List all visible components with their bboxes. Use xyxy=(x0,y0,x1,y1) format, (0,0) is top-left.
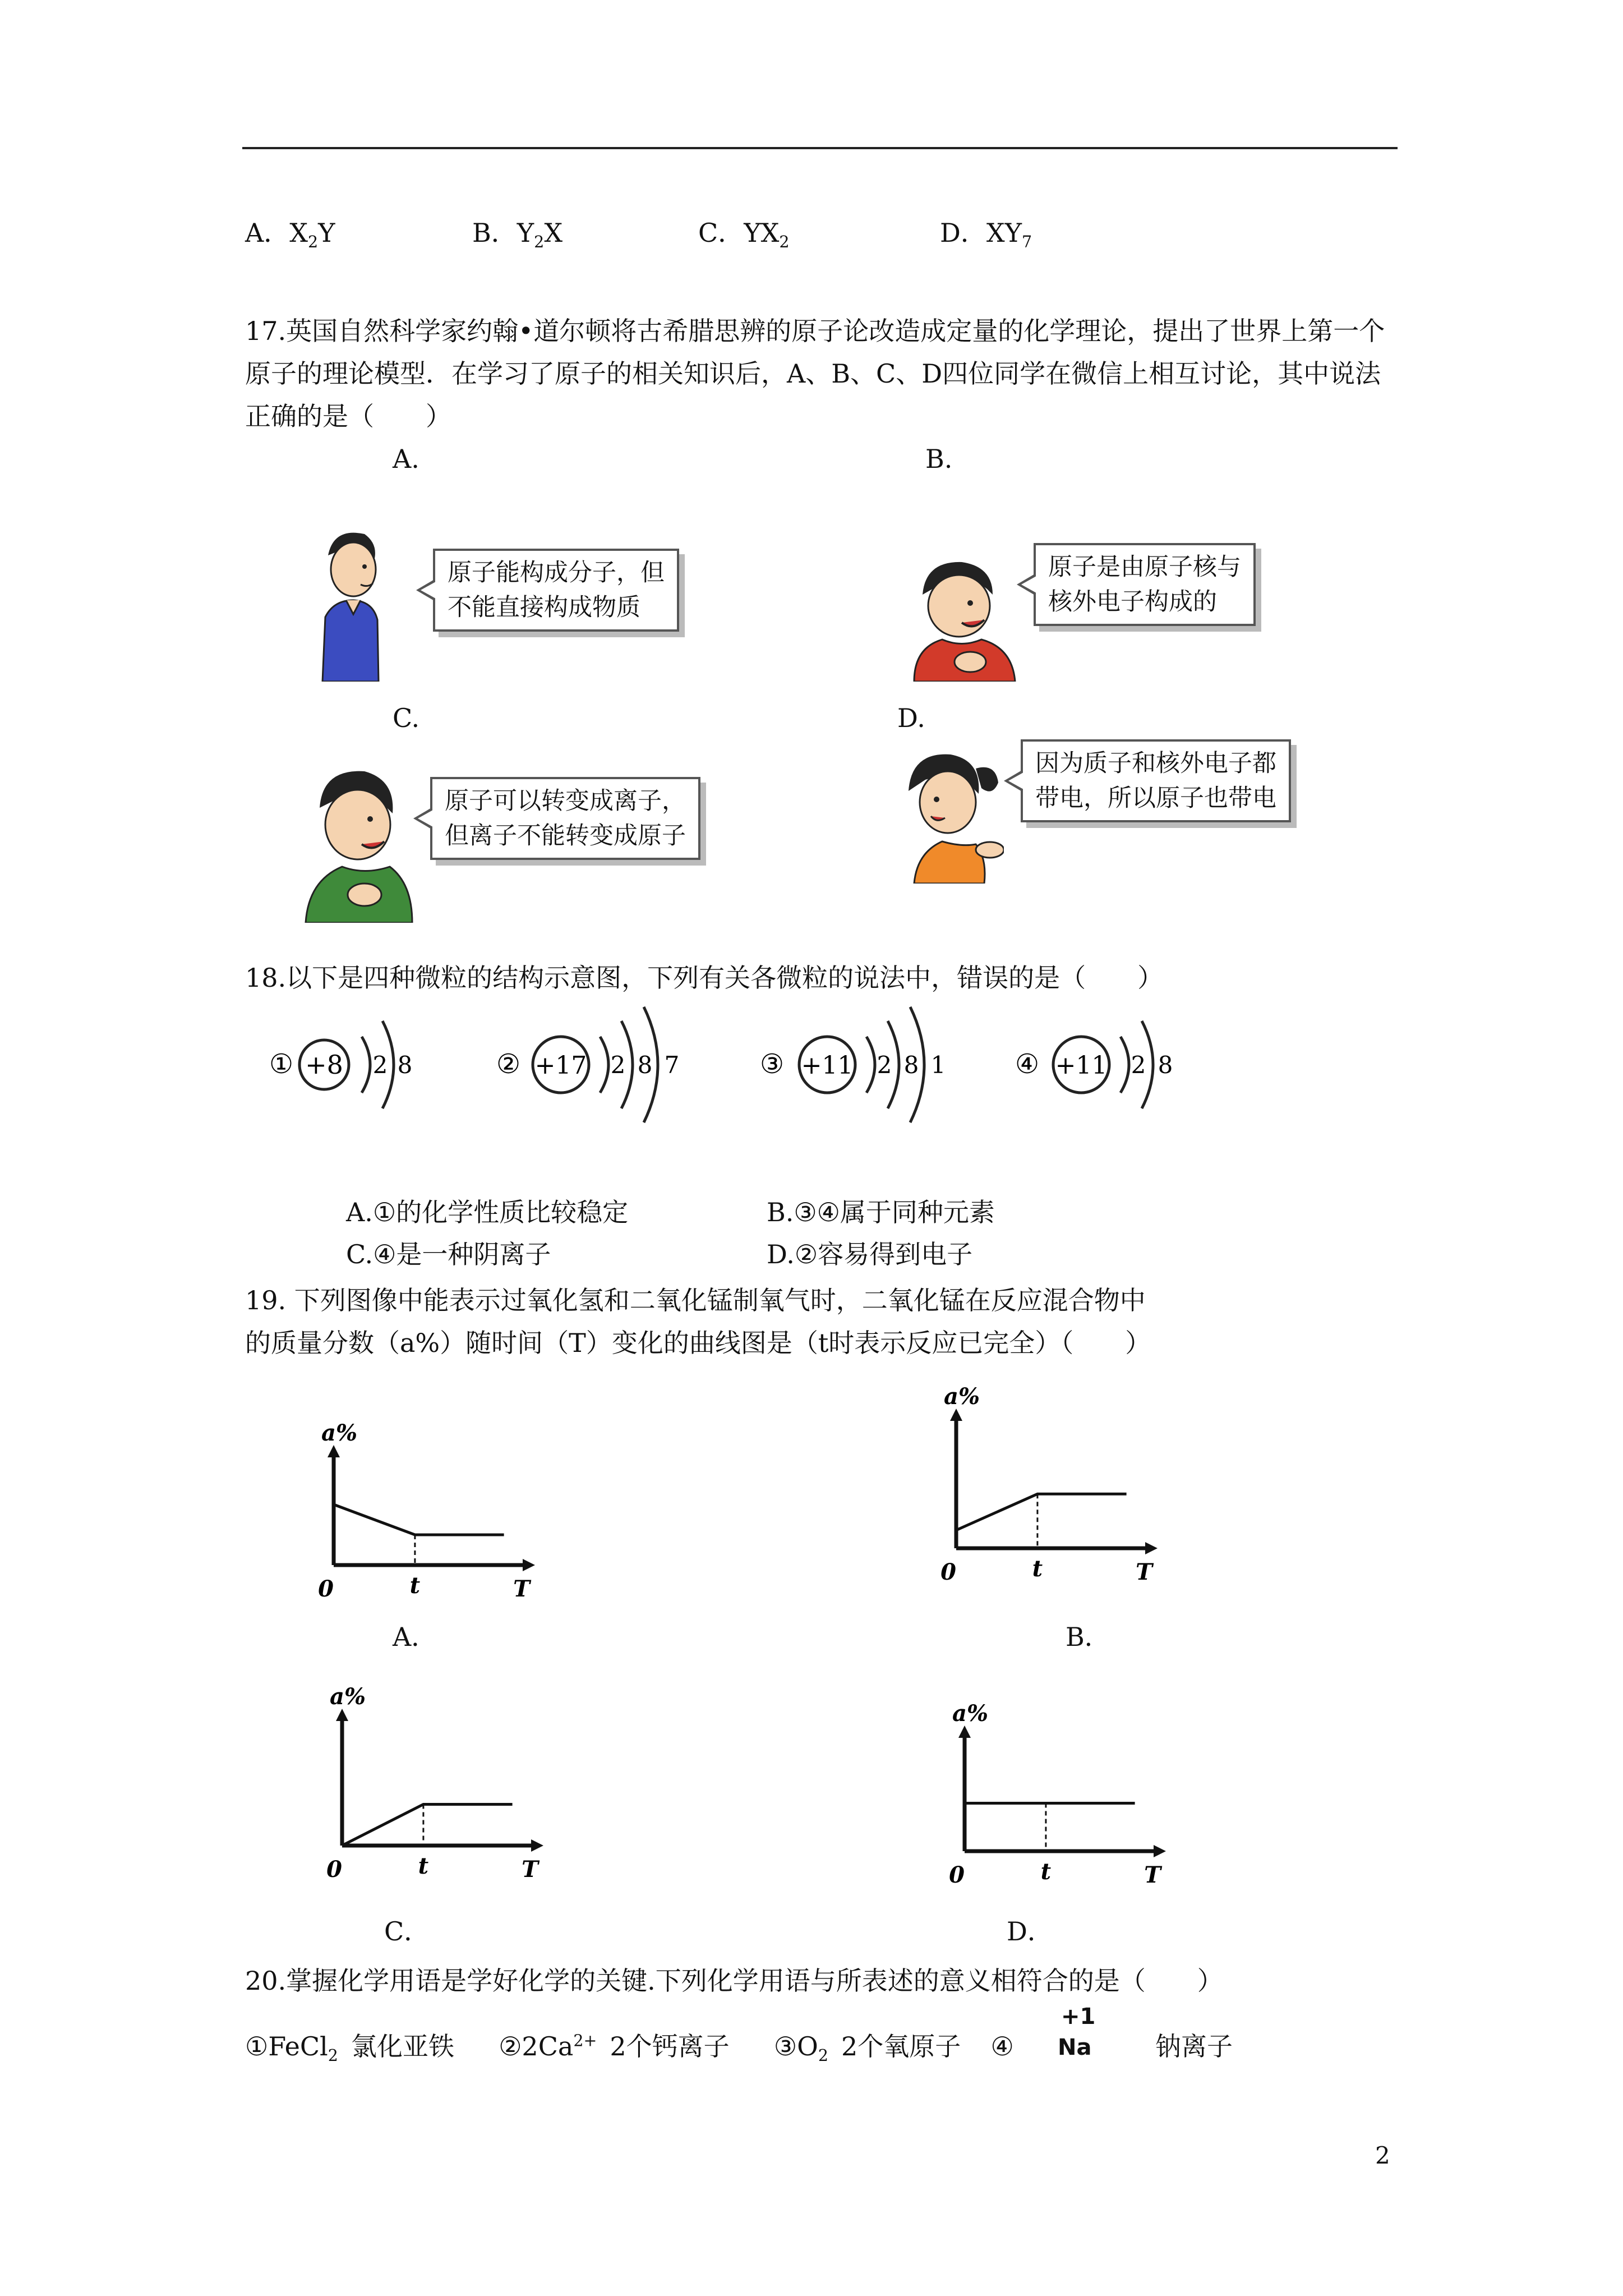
student-c-figure xyxy=(297,760,415,923)
graph-d-label[interactable]: D． xyxy=(1007,1916,1053,1947)
t-label: t xyxy=(1032,1556,1043,1582)
y-axis-arrow xyxy=(328,1445,340,1457)
q17-option-d-label[interactable]: D. xyxy=(897,703,925,733)
header-rule xyxy=(242,147,1398,149)
particle-3-number: ③ xyxy=(760,1048,785,1080)
student-a-figure xyxy=(311,522,390,682)
graph-b xyxy=(925,1377,1161,1593)
x-axis-label: T xyxy=(522,1856,538,1883)
y-axis-label: a% xyxy=(321,1420,357,1446)
origin-label: 0 xyxy=(318,1576,334,1602)
speech-bubble-b: 原子是由原子核与 核外电子构成的 xyxy=(1034,543,1256,626)
x-axis-label: T xyxy=(1136,1559,1152,1585)
q17-option-b-label[interactable]: B. xyxy=(925,444,953,474)
particle-1-shell-2: 8 xyxy=(397,1051,413,1079)
particle-4-number: ④ xyxy=(1015,1048,1040,1080)
q20-item-3: $③O_2$ 2个氧原子 xyxy=(773,2031,961,2065)
q16-option-a[interactable]: A．$X_2Y$ xyxy=(245,218,335,252)
y-axis-label: a% xyxy=(944,1383,980,1410)
q20-item-4-symbol: Na xyxy=(1058,2035,1092,2060)
particle-3-shell-3: 1 xyxy=(930,1051,946,1079)
q17-option-c-label[interactable]: C. xyxy=(393,703,420,733)
q16-option-c[interactable]: C．$YX_2$ xyxy=(698,218,790,252)
x-axis-arrow xyxy=(1145,1542,1158,1554)
particle-3-nucleus: +11 xyxy=(801,1051,854,1080)
q20-items xyxy=(245,2031,1014,2065)
particle-2-number: ② xyxy=(496,1048,521,1080)
q17-option-a-label[interactable]: A. xyxy=(393,444,419,474)
x-axis-arrow xyxy=(523,1559,535,1571)
t-label: t xyxy=(418,1853,429,1879)
student-b-figure xyxy=(909,550,1021,682)
speech-bubble-d: 因为质子和核外电子都 带电，所以原子也带电 xyxy=(1021,739,1291,822)
y-axis-arrow xyxy=(958,1726,971,1738)
graph-b-label[interactable]: B． xyxy=(1066,1622,1110,1652)
particle-1-number: ① xyxy=(269,1048,294,1080)
q18-option-a[interactable]: A.①的化学性质比较稳定 xyxy=(346,1197,629,1227)
atomic-structure-diagrams xyxy=(258,1004,1239,1144)
q17-stem: 17.英国自然科学家约翰•道尔顿将古希腊思辨的原子论改造成定量的化学理论，提出了世界上第一个原子的理论模型．在学习了原子的相关知识后，A、B、C、D四位同学在微信上相互讨论，其中说法正确的是（ ） xyxy=(245,316,1385,431)
page-number: 2 xyxy=(1375,2142,1390,2169)
origin-label: 0 xyxy=(949,1862,965,1888)
origin-label: 0 xyxy=(940,1559,956,1585)
particle-3 xyxy=(760,1007,946,1122)
y-axis-arrow xyxy=(950,1409,962,1421)
q19-stem-line2: 的质量分数（a%）随时间（T）变化的曲线图是（t时表示反应已完全）（ ） xyxy=(245,1328,1151,1358)
t-label: t xyxy=(1040,1858,1052,1885)
speech-bubble-c: 原子可以转变成离子， 但离子不能转变成原子 xyxy=(430,777,700,860)
q16-option-d[interactable]: D．$XY_7$ xyxy=(940,218,1032,252)
q20-item-1: ①FeCl$_2$ 氯化亚铁 xyxy=(245,2031,454,2065)
data-curve xyxy=(334,1504,504,1535)
speech-bubble-a: 原子能构成分子，但 不能直接构成物质 xyxy=(433,549,679,632)
particle-3-shell-1: 2 xyxy=(877,1051,892,1079)
q18-option-c[interactable]: C.④是一种阴离子 xyxy=(346,1239,551,1269)
q20-item-4-valence: +1 xyxy=(1061,2004,1096,2030)
particle-1-shell-1: 2 xyxy=(372,1051,388,1079)
particle-2-shell-2: 8 xyxy=(637,1051,653,1079)
particle-1-nucleus: +8 xyxy=(305,1050,343,1080)
q20-item-4-desc: 钠离子 xyxy=(1155,2031,1233,2062)
particle-4 xyxy=(1015,1021,1173,1108)
y-axis-label: a% xyxy=(330,1683,366,1710)
q20-item-2: $②2Ca^{2+}$ 2个钙离子 xyxy=(499,2031,730,2062)
data-curve xyxy=(956,1494,1127,1530)
particle-4-shell-1: 2 xyxy=(1131,1051,1146,1079)
q20-item-4-prefix: ④ xyxy=(990,2031,1014,2062)
origin-label: 0 xyxy=(326,1856,342,1883)
data-curve xyxy=(342,1805,513,1846)
particle-2-shell-1: 2 xyxy=(610,1051,626,1079)
particle-1 xyxy=(269,1021,412,1108)
graph-d xyxy=(934,1694,1169,1896)
graph-a-label[interactable]: A． xyxy=(393,1622,437,1652)
particle-2-shell-3: 7 xyxy=(664,1051,680,1079)
t-label: t xyxy=(409,1572,421,1599)
graph-c xyxy=(311,1677,547,1890)
x-axis-arrow xyxy=(1154,1845,1166,1857)
q16-option-b[interactable]: B．$Y_2X$ xyxy=(472,218,563,252)
q19-stem-line1: 19. 下列图像中能表示过氧化氢和二氧化锰制氧气时，二氧化锰在反应混合物中 xyxy=(245,1285,1146,1315)
particle-2 xyxy=(496,1007,679,1122)
q18-option-b[interactable]: B.③④属于同种元素 xyxy=(767,1197,995,1227)
q18-option-d[interactable]: D.②容易得到电子 xyxy=(767,1239,973,1269)
x-axis-label: T xyxy=(1144,1862,1161,1888)
graph-c-label[interactable]: C． xyxy=(384,1916,430,1947)
q20-stem: 20.掌握化学用语是学好化学的关键.下列化学用语与所表述的意义相符合的是（ ） xyxy=(245,1966,1223,1996)
x-axis-label: T xyxy=(513,1576,530,1602)
graph-a xyxy=(303,1414,538,1610)
student-d-figure xyxy=(892,746,1004,884)
particle-2-nucleus: +17 xyxy=(534,1051,587,1080)
particle-4-shell-2: 8 xyxy=(1158,1051,1173,1079)
x-axis-arrow xyxy=(531,1839,543,1852)
particle-3-shell-2: 8 xyxy=(903,1051,919,1079)
q18-stem: 18.以下是四种微粒的结构示意图，下列有关各微粒的说法中，错误的是（ ） xyxy=(245,963,1164,993)
y-axis-arrow xyxy=(336,1709,348,1721)
particle-4-nucleus: +11 xyxy=(1055,1051,1108,1080)
y-axis-label: a% xyxy=(952,1700,988,1727)
